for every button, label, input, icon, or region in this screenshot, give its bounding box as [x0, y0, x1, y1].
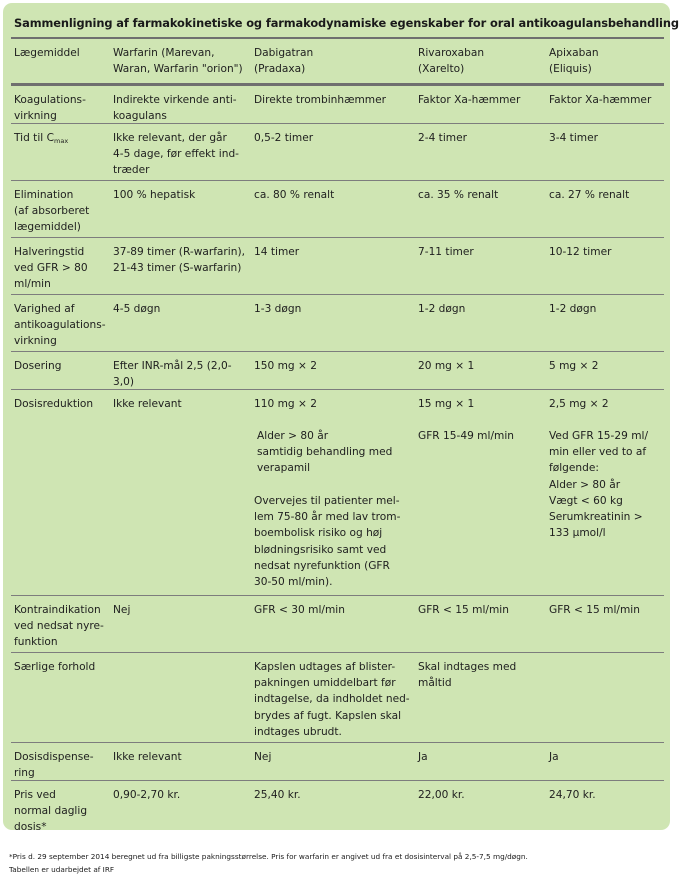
- row-label: Varighed af antikoagulations- virkning: [14, 303, 106, 348]
- table-row: [11, 295, 664, 352]
- cell-rivaroxaban: GFR < 15 ml/min: [418, 604, 509, 616]
- table-row: [11, 86, 664, 124]
- dabigatran-reduction-consideration: Overvejes til patienter mel- lem 75-80 år med lav trom- boembolisk risiko og høj blødningsrisiko samt ved nedsat nyrefunktion (GFR 30-50 ml/min).: [254, 495, 401, 589]
- row-label: Halveringstid ved GFR > 80 ml/min: [14, 246, 88, 291]
- cell-dabigatran: Direkte trombinhæmmer: [254, 94, 387, 106]
- cell-dabigatran: Nej: [254, 751, 272, 763]
- cell-warfarin: 100 % hepatisk: [113, 189, 196, 201]
- cell-apixaban: Ja: [549, 751, 559, 763]
- cell-warfarin: 37-89 timer (R-warfarin), 21-43 timer (S-warfarin): [113, 246, 245, 275]
- cell-warfarin: Indirekte virkende anti- koagulans: [113, 94, 237, 123]
- table-row: [11, 124, 664, 181]
- cell-warfarin: Efter INR-mål 2,5 (2,0- 3,0): [113, 360, 232, 389]
- cell-apixaban: 10-12 timer: [549, 246, 612, 258]
- cell-rivaroxaban: 20 mg × 1: [418, 360, 475, 372]
- cell-rivaroxaban: Ja: [418, 751, 428, 763]
- row-label: [14, 130, 109, 149]
- footnote-source: Tabellen er udarbejdet af IRF: [9, 865, 115, 874]
- cell-rivaroxaban: 7-11 timer: [418, 246, 474, 258]
- row-label: Dosering: [14, 360, 62, 372]
- cell-apixaban: 1-2 døgn: [549, 303, 597, 315]
- table-row: [11, 352, 664, 390]
- cell-rivaroxaban: Faktor Xa-hæmmer: [418, 94, 521, 106]
- cell-warfarin: 0,90-2,70 kr.: [113, 789, 181, 801]
- row-label: Kontraindikation ved nedsat nyre- funktion: [14, 604, 104, 649]
- table-panel: [3, 3, 679, 834]
- cell-warfarin: Ikke relevant, der går 4-5 dage, før effekt ind- træder: [113, 132, 239, 177]
- row-label-text: Tid til C: [14, 132, 54, 144]
- cell-apixaban: ca. 27 % renalt: [549, 189, 630, 201]
- cell-warfarin: Ikke relevant: [113, 751, 182, 763]
- cell-apixaban: 5 mg × 2: [549, 360, 599, 372]
- table-header-row: [11, 39, 664, 86]
- header-cell-dabigatran: Dabigatran (Pradaxa): [254, 47, 314, 76]
- cell-dabigatran: 150 mg × 2: [254, 360, 317, 372]
- cell-apixaban: 2,5 mg × 2: [549, 398, 609, 410]
- row-label: Pris ved normal daglig dosis*: [14, 789, 88, 834]
- cell-rivaroxaban: 15 mg × 1: [418, 398, 475, 410]
- cell-apixaban: 3-4 timer: [549, 132, 598, 144]
- row-label: Elimination (af absorberet lægemiddel): [14, 189, 90, 234]
- cell-rivaroxaban: 22,00 kr.: [418, 789, 465, 801]
- cell-dabigatran: Kapslen udtages af blister- pakningen umiddelbart før indtagelse, da indholdet ned- brydes af fugt. Kapslen skal indtages ubrudt.: [254, 661, 410, 738]
- cell-warfarin: Nej: [113, 604, 131, 616]
- cell-rivaroxaban: Skal indtages med måltid: [418, 661, 517, 690]
- cell-warfarin: Ikke relevant: [113, 398, 182, 410]
- row-label: Koagulations- virkning: [14, 94, 86, 123]
- cell-apixaban: 24,70 kr.: [549, 789, 596, 801]
- table-row: [11, 596, 664, 653]
- cell-rivaroxaban: 2-4 timer: [418, 132, 467, 144]
- table-row: [11, 781, 664, 834]
- cell-apixaban: GFR < 15 ml/min: [549, 604, 640, 616]
- table-row: [11, 238, 664, 295]
- table-row: [11, 743, 664, 781]
- cell-dabigatran: 1-3 døgn: [254, 303, 302, 315]
- table-row: [11, 653, 664, 743]
- header-cell-rivaroxaban: Rivaroxaban (Xarelto): [418, 47, 485, 76]
- row-label: Dosisdispense- ring: [14, 751, 94, 780]
- row-label-subscript: max: [54, 137, 69, 145]
- cell-dabigatran: 0,5-2 timer: [254, 132, 314, 144]
- apixaban-reduction-criteria: Ved GFR 15-29 ml/ min eller ved to af følgende: Alder > 80 år Vægt < 60 kg Serumkreatinin > 133 μmol/l: [549, 430, 649, 540]
- cell-warfarin: 4-5 døgn: [113, 303, 161, 315]
- cell-dabigatran: 110 mg × 2: [254, 398, 317, 410]
- table-row: [11, 181, 664, 238]
- cell-dabigatran: 25,40 kr.: [254, 789, 301, 801]
- row-label: Dosisreduktion: [14, 398, 94, 410]
- footnote: [9, 850, 528, 876]
- table-row: [11, 390, 664, 596]
- header-cell-apixaban: Apixaban (Eliquis): [549, 47, 599, 76]
- row-label: Særlige forhold: [14, 661, 96, 673]
- cell-rivaroxaban: ca. 35 % renalt: [418, 189, 499, 201]
- cell-dabigatran: GFR < 30 ml/min: [254, 604, 345, 616]
- cell-rivaroxaban: 1-2 døgn: [418, 303, 466, 315]
- header-cell-drug: Lægemiddel: [14, 47, 80, 59]
- table-title: Sammenligning af farmakokinetiske og farmakodynamiske egenskaber for oral antikoagulansbehandling: [14, 16, 679, 30]
- rivaroxaban-reduction-criteria: GFR 15-49 ml/min: [418, 430, 514, 442]
- footnote-price-note: *Pris d. 29 september 2014 beregnet ud fra billigste pakningsstørrelse. Pris for warfarin er angivet ud fra et dosisinterval på 2,5-7,5 mg/døgn.: [9, 852, 528, 861]
- dabigatran-reduction-criteria: Alder > 80 år samtidig behandling med verapamil: [257, 430, 393, 475]
- cell-dabigatran: 14 timer: [254, 246, 300, 258]
- cell-apixaban: Faktor Xa-hæmmer: [549, 94, 652, 106]
- cell-dabigatran: ca. 80 % renalt: [254, 189, 335, 201]
- header-cell-warfarin: Warfarin (Marevan, Waran, Warfarin "orion"): [113, 47, 243, 76]
